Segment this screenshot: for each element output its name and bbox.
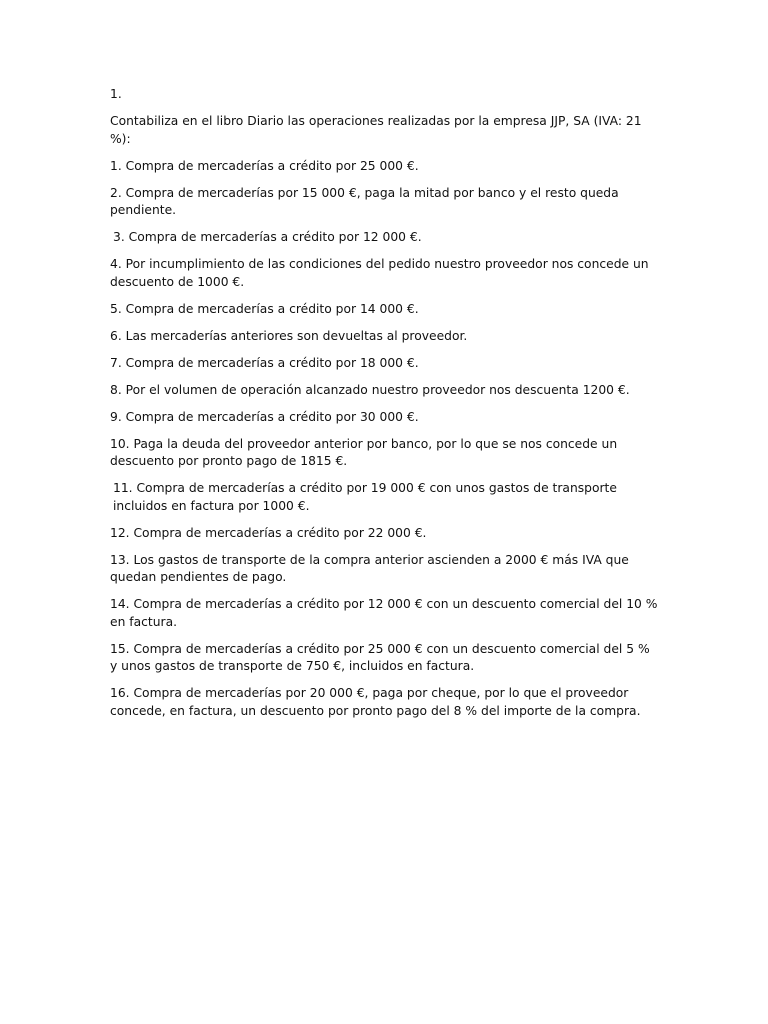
- document-page: [110, 86, 658, 730]
- operation-item-9: 9. Compra de mercaderías a crédito por 30 000 €.: [110, 409, 419, 424]
- operation-item-5: 5. Compra de mercaderías a crédito por 14 000 €.: [110, 301, 419, 316]
- operation-item-7: 7. Compra de mercaderías a crédito por 18 000 €.: [110, 355, 419, 370]
- operation-item-10: 10. Paga la deuda del proveedor anterior por banco, por lo que se nos concede un descuento por pronto pago de 1815 €.: [110, 436, 618, 468]
- operation-item-1: 1. Compra de mercaderías a crédito por 25 000 €.: [110, 158, 419, 173]
- operation-item-6: 6. Las mercaderías anteriores son devueltas al proveedor.: [110, 328, 468, 343]
- operation-item-8: 8. Por el volumen de operación alcanzado nuestro proveedor nos descuenta 1200 €.: [110, 382, 630, 397]
- operation-item-4: 4. Por incumplimiento de las condiciones del pedido nuestro proveedor nos concede un descuento de 1000 €.: [110, 257, 649, 289]
- operation-item-2: 2. Compra de mercaderías por 15 000 €, paga la mitad por banco y el resto queda pendiente.: [110, 185, 619, 217]
- operation-item-13: 13. Los gastos de transporte de la compra anterior ascienden a 2000 € más IVA que quedan pendientes de pago.: [110, 552, 629, 584]
- operation-item-3: 3. Compra de mercaderías a crédito por 12 000 €.: [113, 230, 422, 244]
- operation-item-14: 14. Compra de mercaderías a crédito por 12 000 € con un descuento comercial del 10 % en factura.: [110, 597, 658, 629]
- operation-item-16: 16. Compra de mercaderías por 20 000 €, paga por cheque, por lo que el proveedor concede, en factura, un descuento por pronto pago del 8 % del importe de la compra.: [110, 686, 641, 718]
- exercise-intro: Contabiliza en el libro Diario las operaciones realizadas por la empresa JJP, SA (IVA: 21 %):: [110, 114, 642, 146]
- exercise-number: 1.: [110, 87, 122, 101]
- operation-item-11: 11. Compra de mercaderías a crédito por 19 000 € con unos gastos de transporte incluidos en factura por 1000 €.: [113, 481, 617, 513]
- operation-item-12: 12. Compra de mercaderías a crédito por 22 000 €.: [110, 525, 427, 540]
- operation-item-15: 15. Compra de mercaderías a crédito por 25 000 € con un descuento comercial del 5 % y unos gastos de transporte de 750 €, incluidos en factura.: [110, 641, 650, 673]
